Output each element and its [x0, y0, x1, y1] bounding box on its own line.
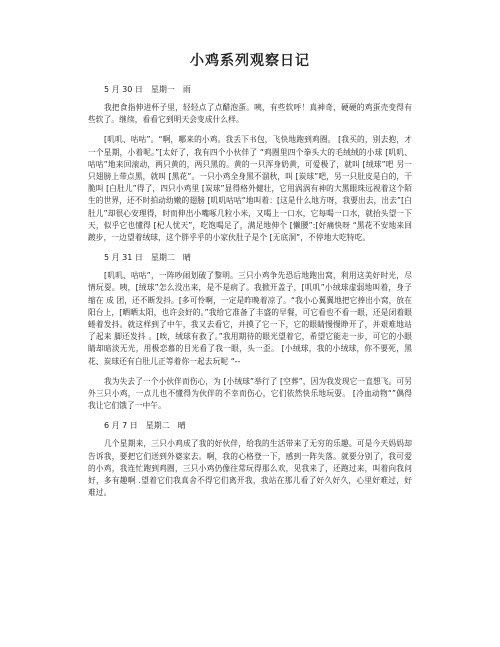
- diary-entry-continuation: [88, 376, 412, 413]
- diary-entry-may-31: [88, 252, 412, 368]
- document-title: 小鸡系列观察日记: [190, 53, 310, 69]
- diary-entry-may-30: [88, 84, 412, 244]
- entry-date: 5 月 31 日 星期二 晴: [104, 253, 191, 263]
- diary-entry-june-7: [88, 420, 412, 499]
- entry-date: 6 月 7 日 星期二 晴: [104, 421, 186, 431]
- paragraph: [叽叽、咕咕”。“啊，哪来的小鸡。我丢下书包，飞快地跑到鸡圈。 [我买的，别去抱，才一个星期，小着呢。”[太好了，我有四个小伙伴了 “鸡圈里四个拳头大的毛绒绒的小球 [叽叽、咕咕”地来回滚动，两只黄的，两只黑的。黄的一只浑身奶黄，可爱极了，就叫 [绒球”吧 另一只翅膀上带点黑，就叫 [黑花”。一只小鸡全身黑不溜秋，叫 [炭球”吧，另一只肚皮是白的，干脆叫 [白肚儿”得了，四只小鸡里 [炭球”显得格外健壮，它用涡涡有神的大黑眼珠远视着这个陌生的世界，还不时拍动幼嫩的翅膀 [叽叽咕咕“地叫着：[这是什么地方呀，我要出去，出去”[白肚儿”却很心安理得，时而伸出小嘴啄几粒小米，又喝上一口水，它每喝一口水，就抬头望一下天，似乎它也懂得 [杞人忧天”，吃饱喝足了，满足地伸个 [懒腰”:[好痛快呀 “黑花不安地来回踱步，一边望着绒球，这个胖乎乎的小家伙肚子是个 [无底洞”，不停地大吃特吃。: [88, 135, 412, 243]
- paragraph: 几个星期来，三只小鸡成了我的好伙伴，给我的生活带来了无穷的乐趣。可是今天妈妈却告诉我，要把它们送到外婆家去。啊，我的心格登一下，感到一阵失落。就要分别了，我可爱的小鸡，我连忙跑到鸡圈，三只小鸡仍像往常玩得那么欢，见我来了，还跑过来，叫着向我问好，多有趣啊 .望着它们我真舍不得它们离开我，我站在那儿看了好久好久，心里好难过，好难过。: [88, 439, 412, 498]
- paragraph: [叽叽、咕咕”，一阵吵闹划破了黎明。三只小鸡争先恐后地跑出窝，利用这美好时光，尽情玩耍。咦，[绒球”怎么没出来，是不是病了。我掀开盖子，[叽叽”小绒球虚弱地叫着，身子缩在 成 团，还不断发抖。[多可怜啊，一定是昨晚着凉了。“我小心翼翼地把它捧出小窝，放在阳台上，[晒晒太阳，也许会好的。”我给它准备了丰盛的早餐，可它看也不看一眼，还是闭着眼蜷着发抖。就这样到了中午，我又去看它，并摸了它一下，它的眼睛慢慢睁开了，并艰难地站了起来 脚还发抖 。[唉，绒球有救了。”我用期待的眼光望着它，希望它能走一步，可它的小眼睛却暗淡无光，用极恋慕的目光看了我一眼，头一歪。 [小绒球，我的小绒球，你不要死，黑花、炭球还有白肚儿正等着你一起去玩呢 “--: [88, 271, 412, 366]
- entry-date: 5 月 30 日 星期一 雨: [104, 85, 191, 94]
- paragraph: 我为失去了一个小伙伴而伤心，为 [小绒球”举行了 [空葬”，因为我发现它一直想飞。可另外三只小鸡，一点儿也不懂得为伙伴的不幸而伤心，它们依然快乐地玩耍。 [冷血动物“”偶得我让它们饿了一中午。: [88, 376, 412, 411]
- paragraph: 我把食指伸进杯子里，轻轻点了点醋泡蛋。咦，有些软呼！真神奇，硬硬的鸡蛋壳变得有些软了。继续，看看它到明天会变成什么样。: [88, 103, 412, 125]
